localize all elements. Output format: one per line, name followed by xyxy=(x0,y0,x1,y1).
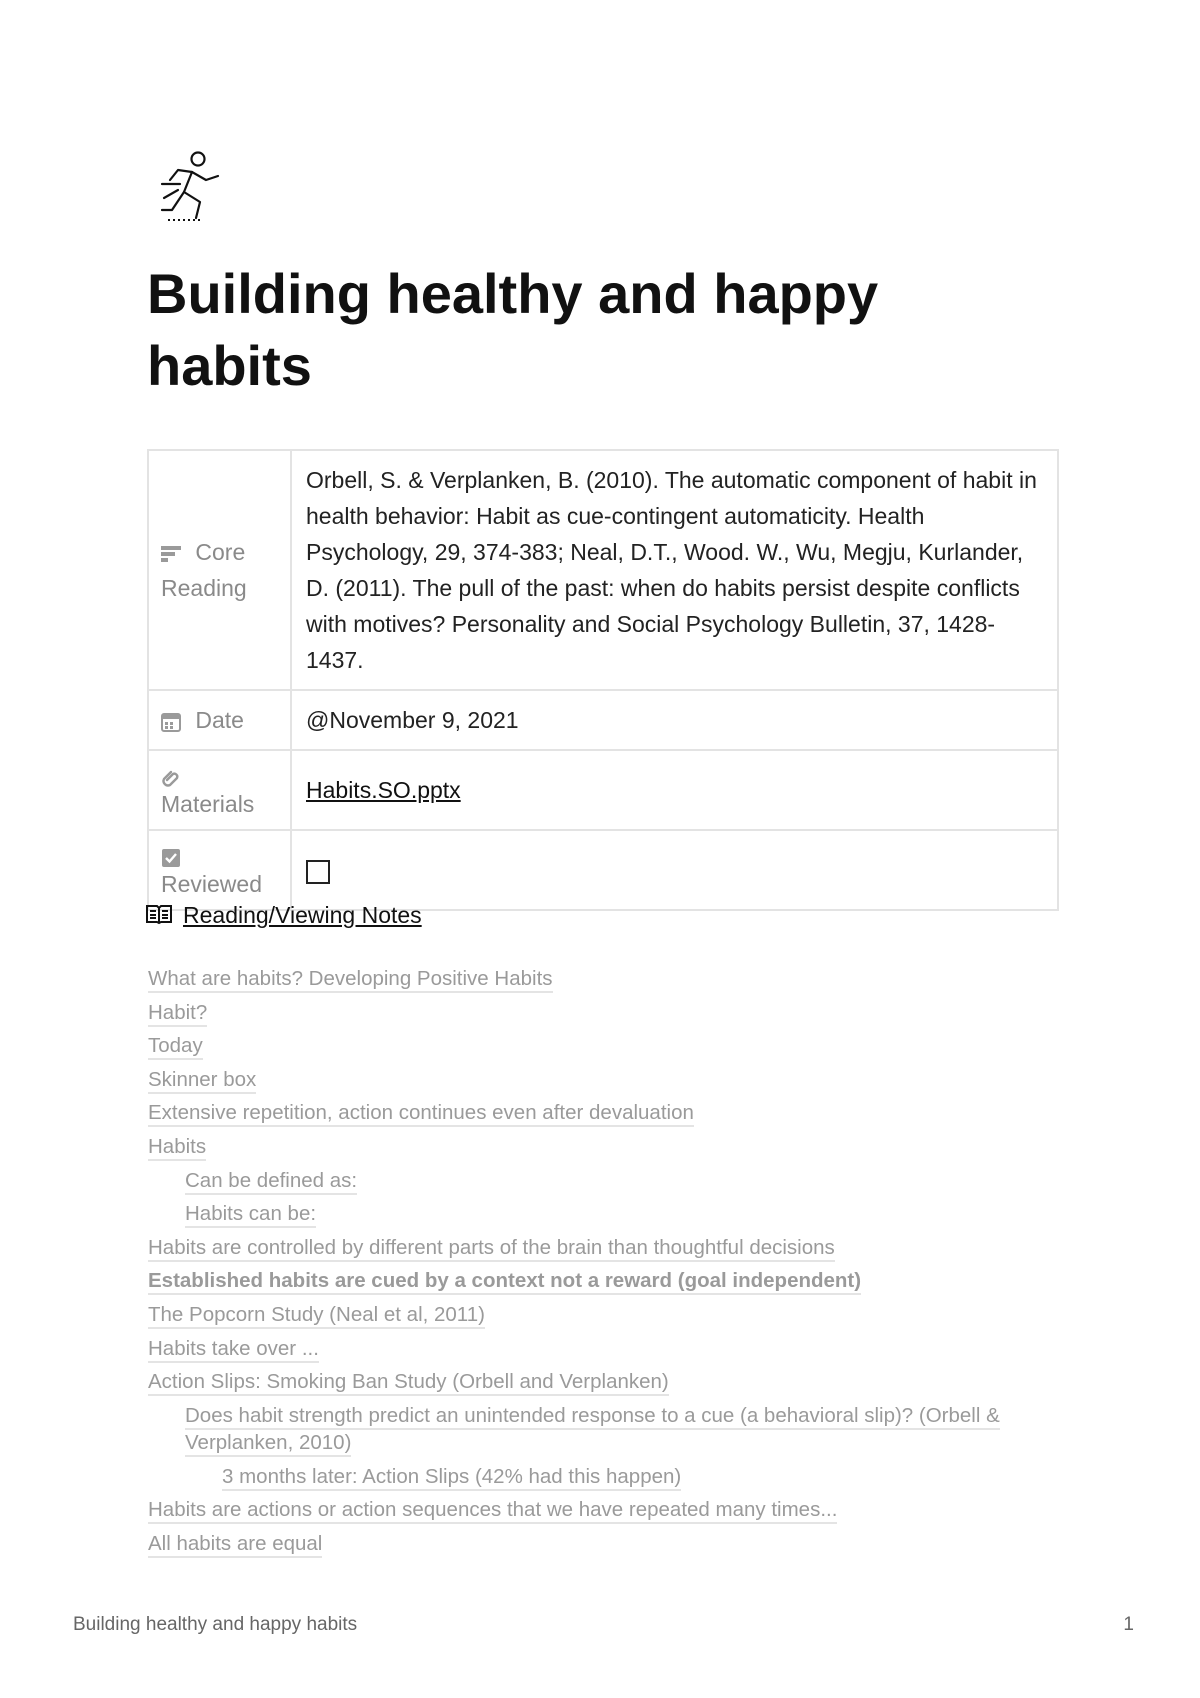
note-link-text: Habit? xyxy=(148,1001,207,1027)
note-link-text: Habits take over ... xyxy=(148,1337,319,1363)
property-row-materials xyxy=(148,750,1058,830)
footer-title: Building healthy and happy habits xyxy=(73,1614,358,1635)
note-link-text: Habits are actions or action sequences that we have repeated many times... xyxy=(148,1498,837,1524)
notes-link-label: Reading/Viewing Notes xyxy=(183,902,422,928)
property-row-date xyxy=(148,690,1058,750)
note-item[interactable] xyxy=(148,1399,1068,1460)
running-person-icon xyxy=(156,150,226,228)
note-link-text: 3 months later: Action Slips (42% had this happen) xyxy=(222,1465,681,1491)
page-title: Building healthy and happy habits xyxy=(147,262,879,397)
note-item[interactable] xyxy=(148,1264,1068,1298)
note-item[interactable] xyxy=(148,996,1068,1030)
core-reading-value[interactable]: Orbell, S. & Verplanken, B. (2010). The automatic component of habit in health behavior: Habit as cue-contingent automaticity. Health Psychology, 29, 374-383; Neal, D.T., Wood. W., Wu, Megju, Kurlander, D. (2011). The pull of the past: when do habits persist despite conflicts with motives? Personality and Social Psychology Bulletin, 37, 1428- 1437. xyxy=(291,450,1058,690)
attachment-link[interactable]: Habits.SO.pptx xyxy=(306,777,461,803)
note-link-text: Skinner box xyxy=(148,1068,256,1094)
property-row-core-reading xyxy=(148,450,1058,690)
text-lines-icon xyxy=(161,545,181,563)
note-item[interactable] xyxy=(148,1164,1068,1198)
note-link-text: Established habits are cued by a context not a reward (goal independent) xyxy=(148,1269,861,1295)
checkbox-icon xyxy=(161,848,181,868)
property-label-text: Materials xyxy=(161,791,255,817)
note-link-text: All habits are equal xyxy=(148,1532,322,1558)
property-row-reviewed xyxy=(148,830,1058,910)
property-label-text-2: Reading xyxy=(161,575,247,601)
note-item[interactable] xyxy=(148,1527,1068,1561)
footer-page-number: 1 xyxy=(1123,1614,1134,1635)
property-label-text: Date xyxy=(195,707,244,733)
note-item[interactable] xyxy=(148,962,1068,996)
note-link-text: Today xyxy=(148,1034,203,1060)
note-item[interactable] xyxy=(148,1365,1068,1399)
note-link-text: Extensive repetition, action continues even after devaluation xyxy=(148,1101,694,1127)
note-item[interactable] xyxy=(148,1096,1068,1130)
note-item[interactable] xyxy=(148,1029,1068,1063)
notes-link[interactable] xyxy=(145,900,422,930)
open-book-icon xyxy=(145,903,173,925)
calendar-icon xyxy=(161,712,181,732)
note-item[interactable] xyxy=(148,1231,1068,1265)
property-label-core-reading xyxy=(148,450,291,690)
note-link-text: The Popcorn Study (Neal et al, 2011) xyxy=(148,1303,485,1329)
note-link-text: Can be defined as: xyxy=(185,1169,357,1195)
note-item[interactable] xyxy=(148,1493,1068,1527)
note-item[interactable] xyxy=(148,1460,1068,1494)
reviewed-value xyxy=(291,830,1058,910)
reviewed-checkbox[interactable] xyxy=(306,860,330,884)
note-item[interactable] xyxy=(148,1197,1068,1231)
note-item[interactable] xyxy=(148,1063,1068,1097)
property-label-text: Reviewed xyxy=(161,871,262,897)
note-link-text: Habits xyxy=(148,1135,206,1161)
note-item[interactable] xyxy=(148,1298,1068,1332)
property-label-date xyxy=(148,690,291,750)
property-label-reviewed xyxy=(148,830,291,910)
materials-value xyxy=(291,750,1058,830)
note-item[interactable] xyxy=(148,1130,1068,1164)
note-link-text: Habits can be: xyxy=(185,1202,316,1228)
note-link-text: Does habit strength predict an unintended response to a cue (a behavioral slip)? (Orbell & Verplanken, 2010) xyxy=(185,1404,1000,1457)
property-label-text: Core xyxy=(195,539,246,565)
note-item[interactable] xyxy=(148,1332,1068,1366)
note-link-text: Habits are controlled by different parts of the brain than thoughtful decisions xyxy=(148,1236,835,1262)
property-label-materials xyxy=(148,750,291,830)
notes-list xyxy=(148,962,1068,1561)
properties-table xyxy=(147,449,1059,911)
note-link-text: Action Slips: Smoking Ban Study (Orbell and Verplanken) xyxy=(148,1370,669,1396)
note-link-text: What are habits? Developing Positive Habits xyxy=(148,967,553,993)
paperclip-icon xyxy=(161,768,181,788)
date-value[interactable]: @November 9, 2021 xyxy=(291,690,1058,750)
